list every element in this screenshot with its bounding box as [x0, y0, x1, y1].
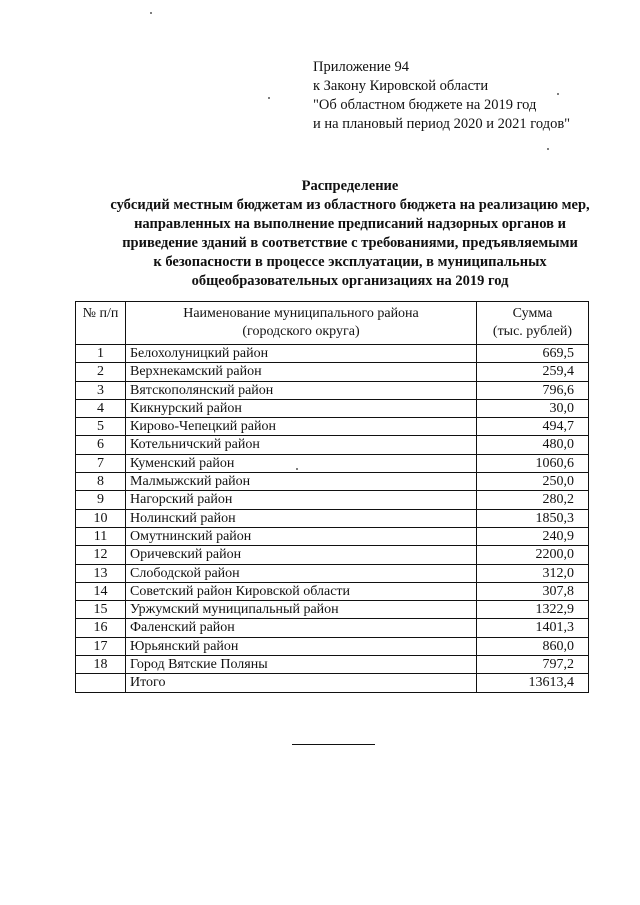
row-amount: 30,0 [477, 399, 589, 417]
table-row [76, 454, 589, 472]
scan-speck [557, 93, 559, 95]
row-amount: 860,0 [477, 637, 589, 655]
table-row [76, 546, 589, 564]
table-row [76, 345, 589, 363]
title-line: направленных на выполнение предписаний надзорных органов и [134, 216, 566, 232]
appendix-line: "Об областном бюджете на 2019 год [313, 97, 537, 113]
row-name: Котельничский район [126, 436, 477, 454]
row-amount: 669,5 [477, 345, 589, 363]
appendix-line: Приложение 94 [313, 59, 409, 75]
title-heading: Распределение [301, 178, 399, 194]
row-amount: 312,0 [477, 564, 589, 582]
row-amount: 1850,3 [477, 509, 589, 527]
row-num: 5 [76, 418, 126, 436]
row-amount: 494,7 [477, 418, 589, 436]
row-name: Советский район Кировской области [126, 582, 477, 600]
scan-speck [547, 148, 549, 150]
row-amount: 1401,3 [477, 619, 589, 637]
row-amount: 797,2 [477, 656, 589, 674]
row-num: 12 [76, 546, 126, 564]
row-num: 15 [76, 601, 126, 619]
row-amount: 1322,9 [477, 601, 589, 619]
row-num: 17 [76, 637, 126, 655]
appendix-line: и на плановый период 2020 и 2021 годов" [313, 116, 571, 132]
header-sum-line: Сумма [512, 306, 553, 321]
header-name [126, 302, 477, 345]
header-name-line: (городского округа) [242, 324, 360, 339]
table-row [76, 637, 589, 655]
row-name: Кикнурский район [126, 399, 477, 417]
row-name: Кирово-Чепецкий район [126, 418, 477, 436]
table-row [76, 363, 589, 381]
row-name: Вятскополянский район [126, 381, 477, 399]
row-amount: 259,4 [477, 363, 589, 381]
row-num: 14 [76, 582, 126, 600]
row-name: Малмыжский район [126, 473, 477, 491]
row-name: Омутнинский район [126, 527, 477, 545]
row-amount: 240,9 [477, 527, 589, 545]
header-sum [477, 302, 589, 345]
subsidy-table [75, 301, 589, 693]
table-row [76, 582, 589, 600]
table-row [76, 491, 589, 509]
row-num: 11 [76, 527, 126, 545]
row-num: 13 [76, 564, 126, 582]
row-name: Нолинский район [126, 509, 477, 527]
total-amount: 13613,4 [477, 674, 589, 692]
scan-speck [268, 97, 270, 99]
title-line: субсидий местным бюджетам из областного бюджета на реализацию мер, [110, 197, 590, 213]
table-row [76, 418, 589, 436]
title-line: приведение зданий в соответствие с требованиями, предъявляемыми [122, 235, 578, 251]
table-row [76, 564, 589, 582]
row-name: Верхнекамский район [126, 363, 477, 381]
row-amount: 280,2 [477, 491, 589, 509]
row-num: 2 [76, 363, 126, 381]
row-amount: 480,0 [477, 436, 589, 454]
table-row [76, 399, 589, 417]
row-amount: 796,6 [477, 381, 589, 399]
document-title [50, 177, 640, 291]
row-amount: 307,8 [477, 582, 589, 600]
row-name: Юрьянский район [126, 637, 477, 655]
row-num: 1 [76, 345, 126, 363]
row-num: 8 [76, 473, 126, 491]
title-line: к безопасности в процессе эксплуатации, в муниципальных [153, 254, 547, 270]
row-name: Уржумский муниципальный район [126, 601, 477, 619]
table-row [76, 381, 589, 399]
row-amount: 2200,0 [477, 546, 589, 564]
table-total-row [76, 674, 589, 692]
total-label: Итого [126, 674, 477, 692]
table-row [76, 473, 589, 491]
table-header-row [76, 302, 589, 345]
row-num: 10 [76, 509, 126, 527]
header-name-line: Наименование муниципального района [183, 306, 419, 321]
appendix-block [313, 58, 570, 134]
appendix-line: к Закону Кировской области [313, 78, 489, 94]
row-name: Нагорский район [126, 491, 477, 509]
header-sum-line: (тыс. рублей) [492, 324, 573, 339]
row-name: Оричевский район [126, 546, 477, 564]
table-row [76, 436, 589, 454]
total-num-cell [76, 674, 126, 692]
row-num: 3 [76, 381, 126, 399]
row-num: 6 [76, 436, 126, 454]
title-line: общеобразовательных организациях на 2019 год [191, 273, 509, 289]
row-num: 16 [76, 619, 126, 637]
row-num: 4 [76, 399, 126, 417]
table-row [76, 509, 589, 527]
scan-speck [150, 12, 152, 14]
row-name: Фаленский район [126, 619, 477, 637]
row-num: 7 [76, 454, 126, 472]
scan-speck [296, 468, 298, 470]
row-amount: 1060,6 [477, 454, 589, 472]
table-row [76, 656, 589, 674]
table-row [76, 527, 589, 545]
end-rule [292, 744, 375, 745]
row-name: Куменский район [126, 454, 477, 472]
header-num: № п/п [76, 302, 126, 345]
row-num: 9 [76, 491, 126, 509]
row-name: Город Вятские Поляны [126, 656, 477, 674]
row-num: 18 [76, 656, 126, 674]
row-amount: 250,0 [477, 473, 589, 491]
row-name: Слободской район [126, 564, 477, 582]
table-row [76, 619, 589, 637]
row-name: Белохолуницкий район [126, 345, 477, 363]
table-row [76, 601, 589, 619]
